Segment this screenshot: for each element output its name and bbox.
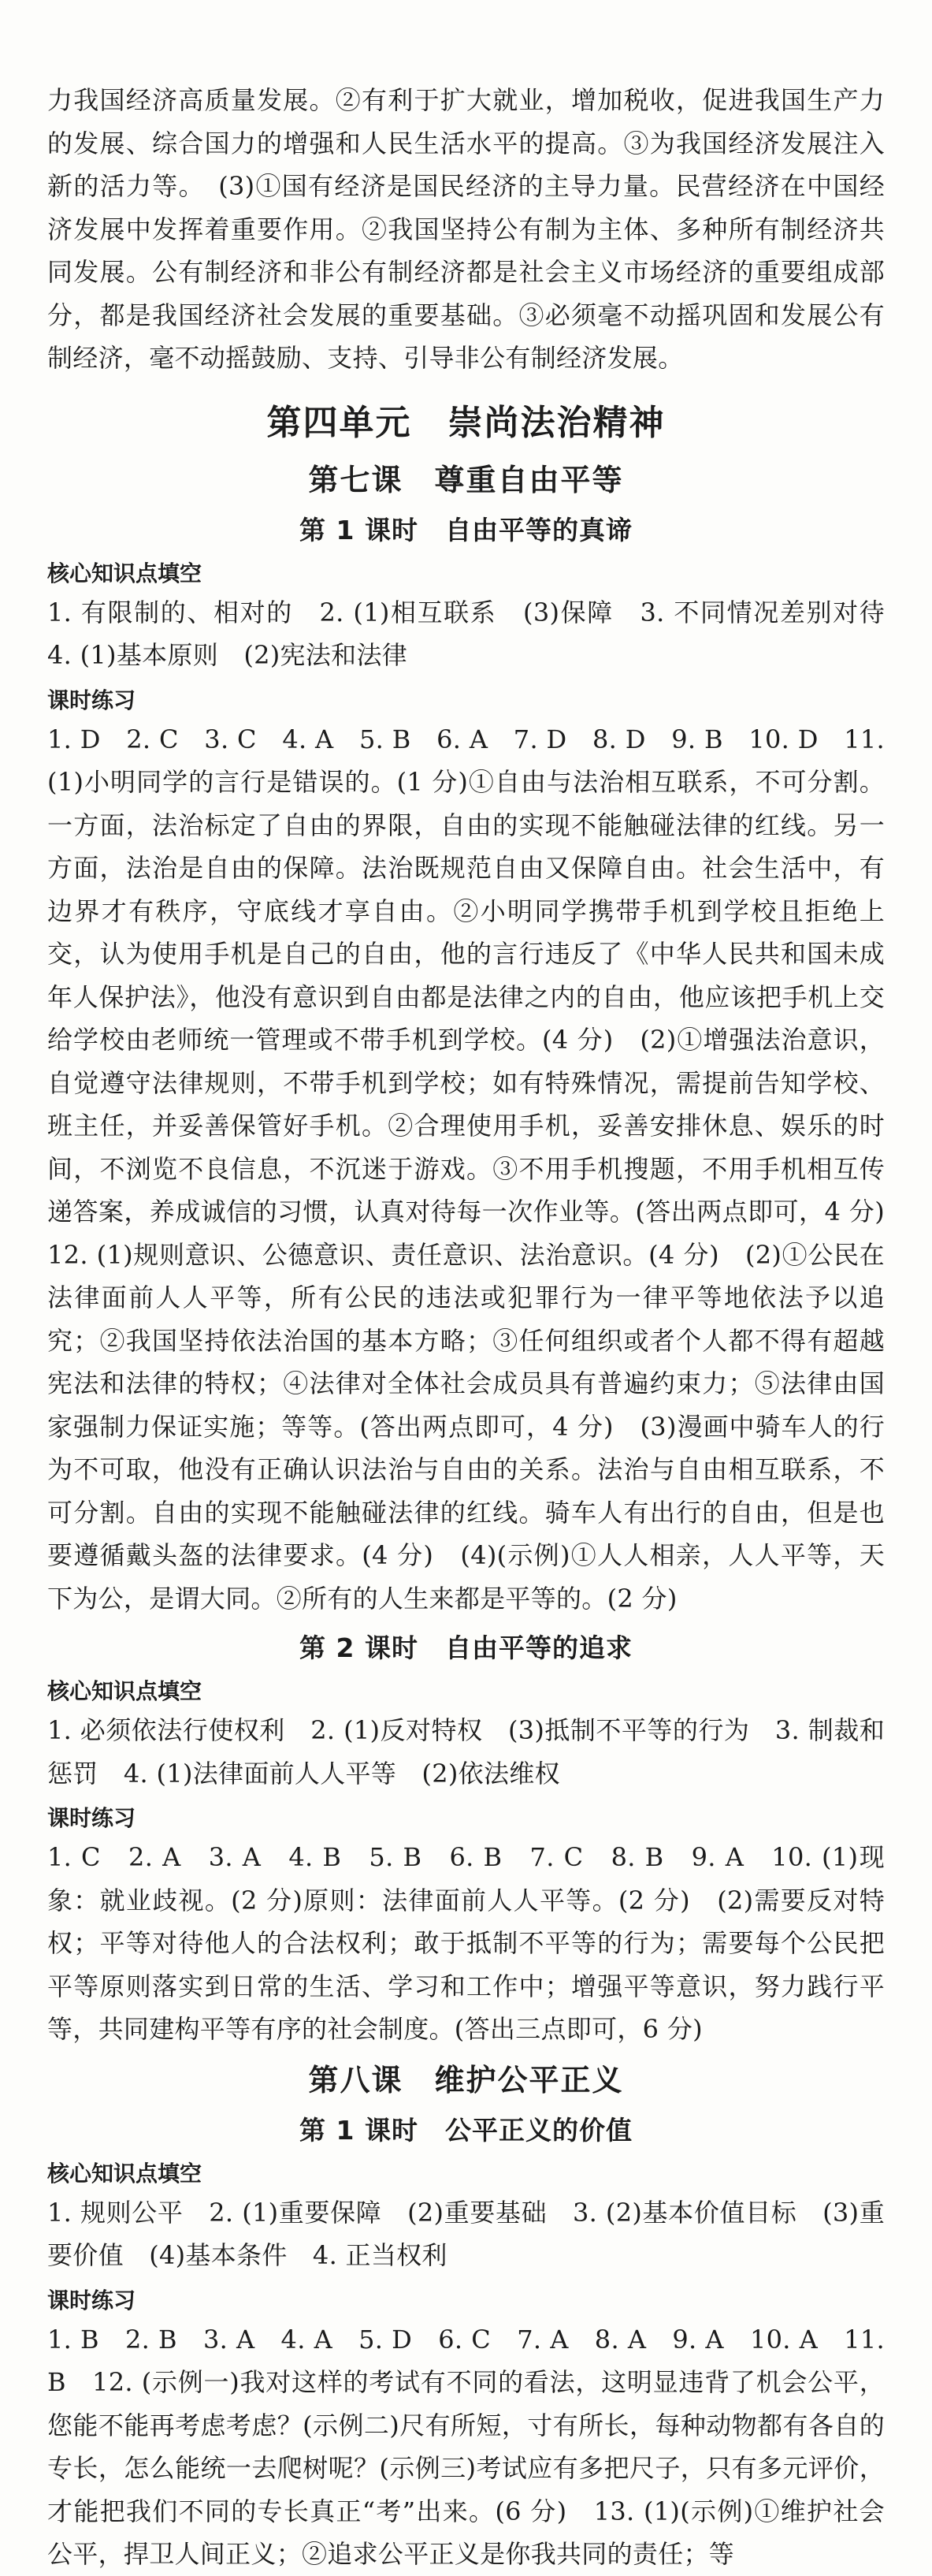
intro-paragraph: 力我国经济高质量发展。②有利于扩大就业，增加税收，促进我国生产力的发展、综合国力的增强和人民生活水平的提高。③为我国经济发展注入新的活力等。 (3)①国有经济是国民经济的主导力量。民营经济在中国经济发展中发挥着重要作用。②我国坚持公有制为主体、多种所有制经济共同发展。公有制经济和非公有制经济都是社会主义市场经济的重要组成部分，都是我国经济社会发展的重要基础。③必须毫不动摇巩固和发展公有制经济，毫不动摇鼓励、支持、引导非公有制经济发展。: [47, 85, 885, 373]
lesson-7-period-2-title: 第 2 课时 自由平等的追求: [299, 1632, 633, 1663]
lesson-8-period-1-title: 第 1 课时 公平正义的价值: [299, 2114, 633, 2146]
lesson-7-title: 第七课 尊重自由平等: [308, 462, 624, 497]
practice-answers: 1. D 2. C 3. C 4. A 5. B 6. A 7. D 8. D 9. B 10. D 11. (1)小明同学的言行是错误的。(1 分)①自由与法治相互联系，不可分割。一方面，法治标定了自由的界限，自由的实现不能触碰法律的红线。另一方面，法治是自由的保障。法治既规范自由又保障自由。社会生活中，有边界才有秩序，守底线才享自由。②小明同学携带手机到学校且拒绝上交，认为使用手机是自己的自由，他的言行违反了《中华人民共和国未成年人保护法》，他没有意识到自由都是法律之内的自由，他应该把手机上交给学校由老师统一管理或不带手机到学校。(4 分) (2)①增强法治意识，自觉遵守法律规则，不带手机到学校；如有特殊情况，需提前告知学校、班主任，并妥善保管好手机。②合理使用手机，妥善安排休息、娱乐的时间，不浏览不良信息，不沉迷于游戏。③不用手机搜题，不用手机相互传递答案，养成诚信的习惯，认真对待每一次作业等。(答出两点即可，4 分) 12. (1)规则意识、公德意识、责任意识、法治意识。(4 分) (2)①公民在法律面前人人平等，所有公民的违法或犯罪行为一律平等地依法予以追究；②我国坚持依法治国的基本方略；③任何组织或者个人都不得有超越宪法和法律的特权；④法律对全体社会成员具有普遍约束力；⑤法律由国家强制力保证实施；等等。(答出两点即可，4 分) (3)漫画中骑车人的行为不可取，他没有正确认识法治与自由的关系。法治与自由相互联系，不可分割。自由的实现不能触碰法律的红线。骑车人有出行的自由，但是也要遵循戴头盔的法律要求。(4 分) (4)(示例)①人人相亲，人人平等，天下为公，是谓大同。②所有的人生来都是平等的。(2 分): [47, 724, 911, 1614]
core-knowledge-answers: 1. 规则公平 2. (1)重要保障 (2)重要基础 3. (2)基本价值目标 (3)重要价值 (4)基本条件 4. 正当权利: [47, 2197, 885, 2270]
core-knowledge-answers: 1. 有限制的、相对的 2. (1)相互联系 (3)保障 3. 不同情况差别对待 4. (1)基本原则 (2)宪法和法律: [47, 597, 911, 670]
lesson-7-period-1-title: 第 1 课时 自由平等的真谛: [299, 514, 633, 545]
lesson-8-title: 第八课 维护公平正义: [308, 2062, 624, 2098]
lesson-7: [47, 456, 911, 2051]
unit-title: 第四单元 崇尚法治精神: [266, 402, 666, 443]
core-knowledge-label: 核心知识点填空: [47, 1678, 202, 1704]
core-knowledge-label: 核心知识点填空: [47, 2160, 202, 2187]
practice-answers: 1. C 2. A 3. A 4. B 5. B 6. B 7. C 8. B 9. A 10. (1)现象：就业歧视。(2 分)原则：法律面前人人平等。(2 分) (2)需要反对特权；平等对待他人的合法权利；敢于抵制不平等的行为；需要每个公民把平等原则落实到日常的生活、学习和工作中；增强平等意识，努力践行平等，共同建构平等有序的社会制度。(答出三点即可，6 分): [47, 1842, 885, 2044]
practice-answers: 1. B 2. B 3. A 4. A 5. D 6. C 7. A 8. A 9. A 10. A 11. B 12. (示例一)我对这样的考试有不同的看法，这明显违背了机会公平，您能不能再考虑考虑？(示例二)尺有所短，寸有所长，每种动物都有各自的专长，怎么能统一去爬树呢？(示例三)考试应有多把尺子，只有多元评价，才能把我们不同的专长真正“考”出来。(6 分) 13. (1)(示例)①维护社会公平，捍卫人间正义；②追求公平正义是你我共同的责任；等: [47, 2324, 885, 2569]
lesson-8: [47, 2056, 885, 2576]
core-knowledge-label: 核心知识点填空: [47, 560, 202, 586]
practice-label: 课时练习: [47, 1805, 136, 1831]
practice-label: 课时练习: [47, 2287, 136, 2314]
practice-label: 课时练习: [47, 687, 136, 713]
core-knowledge-answers: 1. 必须依法行使权利 2. (1)反对特权 (3)抵制不平等的行为 3. 制裁和惩罚 4. (1)法律面前人人平等 (2)依法维权: [47, 1715, 885, 1789]
